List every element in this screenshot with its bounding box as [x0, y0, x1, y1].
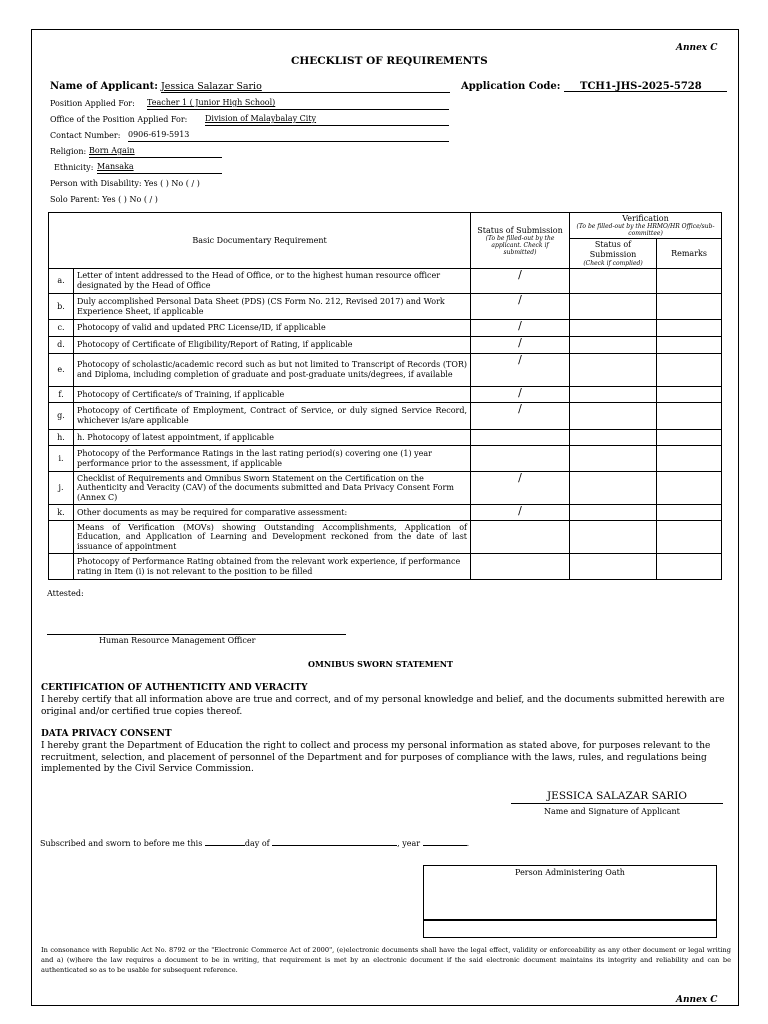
status-check[interactable]: /	[471, 337, 570, 354]
status-check[interactable]	[471, 430, 570, 446]
oath-name-field[interactable]	[423, 920, 717, 938]
signature-label: Name and Signature of Applicant	[544, 807, 680, 816]
row-text: Photocopy of Certificate of Employment, Contract of Service, or duly signed Service Record, whichever is/are applicable	[74, 403, 471, 430]
status-check[interactable]: /	[471, 472, 570, 505]
remarks-cell[interactable]	[657, 269, 722, 294]
code-label: Application Code:	[461, 81, 561, 92]
status-check[interactable]: /	[471, 269, 570, 294]
table-row	[49, 337, 722, 354]
religion-field[interactable]	[89, 146, 222, 158]
sworn-part2: day of	[244, 839, 270, 848]
footnote: In consonance with Republic Act No. 8792 or the "Electronic Commerce Act of 2000", (e)electronic documents shall have the legal effect, validity or enforceability as any other document or legal writing and a) (w)here the law requires a document to be in writing, that requirement is met by an electronic document if the said electronic document maintains its integrity and reliability and can be authenticated so as to be usable for subsequent reference.	[41, 946, 731, 974]
status-check[interactable]	[471, 554, 570, 580]
table-row	[49, 354, 722, 387]
sworn-statement	[40, 839, 469, 848]
row-text: Letter of intent addressed to the Head of Office, or to the highest human resource officer designated by the Head of Office	[74, 269, 471, 294]
ethnicity-label: Ethnicity:	[54, 163, 94, 172]
row-letter	[49, 521, 74, 554]
header-status-note: (To be filled-out by the applicant. Check if submitted)	[485, 234, 555, 256]
contact-field[interactable]	[128, 130, 449, 142]
verify-check[interactable]	[570, 269, 657, 294]
sworn-part4: .	[466, 839, 470, 848]
row-text: Photocopy of valid and updated PRC License/ID, if applicable	[74, 320, 471, 337]
remarks-cell[interactable]	[657, 337, 722, 354]
header-ver-status-note: (Check if complied)	[583, 260, 643, 267]
row-letter: j.	[49, 472, 74, 505]
table-row	[49, 387, 722, 403]
header-remarks: Remarks	[657, 239, 722, 269]
cav-heading: CERTIFICATION OF AUTHENTICITY AND VERACITY	[41, 683, 308, 693]
row-text: Photocopy of the Performance Ratings in the last rating period(s) covering one (1) year performance prior to the assessment, if applicable	[74, 446, 471, 472]
row-letter: d.	[49, 337, 74, 354]
remarks-cell[interactable]	[657, 521, 722, 554]
remarks-cell[interactable]	[657, 554, 722, 580]
row-text: Photocopy of Certificate of Eligibility/Report of Rating, if applicable	[74, 337, 471, 354]
row-text: Other documents as may be required for comparative assessment:	[74, 505, 471, 521]
row-letter: f.	[49, 387, 74, 403]
verify-check[interactable]	[570, 472, 657, 505]
header-status-title: Status of Submission	[477, 225, 563, 235]
privacy-heading: DATA PRIVACY CONSENT	[41, 729, 172, 739]
row-text: Checklist of Requirements and Omnibus Sworn Statement on the Certification on the Authenticity and Veracity (CAV) of the documents submitted and Data Privacy Consent Form (Annex C)	[74, 472, 471, 505]
verify-check[interactable]	[570, 554, 657, 580]
row-text: Means of Verification (MOVs) showing Outstanding Accomplishments, Application of Education, and Application of Learning and Development reckoned from the date of last issuance of appointment	[74, 521, 471, 554]
row-text: h. Photocopy of latest appointment, if applicable	[74, 430, 471, 446]
religion-value: Born Again	[89, 146, 135, 155]
ethnicity-field[interactable]	[97, 162, 222, 174]
row-letter: c.	[49, 320, 74, 337]
hrmo-signature-line[interactable]	[47, 634, 346, 635]
table-row	[49, 446, 722, 472]
row-text: Photocopy of scholastic/academic record such as but not limited to Transcript of Records (TOR) and Diploma, including completion of graduate and post-graduate units/degrees, if available	[74, 354, 471, 387]
position-field[interactable]	[147, 98, 449, 110]
name-value: Jessica Salazar Sario	[161, 81, 262, 92]
remarks-cell[interactable]	[657, 446, 722, 472]
row-letter: a.	[49, 269, 74, 294]
header-ver-status-title: Status of Submission	[589, 240, 637, 259]
row-letter: h.	[49, 430, 74, 446]
position-label: Position Applied For:	[50, 99, 135, 108]
remarks-cell[interactable]	[657, 430, 722, 446]
row-letter: e.	[49, 354, 74, 387]
religion-label: Religion:	[50, 147, 87, 156]
verify-check[interactable]	[570, 387, 657, 403]
code-value: TCH1-JHS-2025-5728	[580, 81, 702, 92]
verify-check[interactable]	[570, 294, 657, 320]
verify-check[interactable]	[570, 430, 657, 446]
verify-check[interactable]	[570, 337, 657, 354]
annex-label-bottom: Annex C	[676, 995, 718, 1005]
office-field[interactable]	[205, 114, 449, 126]
privacy-text: I hereby grant the Department of Education the right to collect and process my personal information as stated above, for purposes relevant to the recruitment, selection, and placement of personnel of the Department and for purposes of compliance with the laws, rules, and regulations being implemented by the Civil Service Commission.	[41, 741, 711, 774]
remarks-cell[interactable]	[657, 320, 722, 337]
omnibus-title: OMNIBUS SWORN STATEMENT	[308, 659, 453, 669]
sworn-day-field[interactable]	[205, 845, 245, 846]
verify-check[interactable]	[570, 505, 657, 521]
sworn-month-field[interactable]	[272, 845, 397, 846]
verify-check[interactable]	[570, 320, 657, 337]
header-requirement: Basic Documentary Requirement	[49, 213, 471, 269]
table-row	[49, 320, 722, 337]
status-check[interactable]	[471, 446, 570, 472]
table-row	[49, 505, 722, 521]
row-text: Photocopy of Performance Rating obtained from the relevant work experience, if performance rating in Item (i) is not relevant to the position to be filled	[74, 554, 471, 580]
remarks-cell[interactable]	[657, 472, 722, 505]
row-letter: b.	[49, 294, 74, 320]
office-label: Office of the Position Applied For:	[50, 115, 188, 124]
verify-check[interactable]	[570, 403, 657, 430]
sworn-part1: Subscribed and sworn to before me this	[40, 839, 203, 848]
attested-label: Attested:	[47, 589, 84, 598]
header-verification-note: (To be filled-out by the HRMO/HR Office/sub-committee)	[576, 223, 715, 237]
office-value: Division of Malaybalay City	[205, 114, 317, 123]
table-row	[49, 403, 722, 430]
status-check[interactable]: /	[471, 320, 570, 337]
solo-parent-field[interactable]: Solo Parent: Yes ( ) No ( / )	[50, 195, 158, 204]
hrmo-label: Human Resource Management Officer	[99, 636, 256, 645]
status-check[interactable]: /	[471, 354, 570, 387]
remarks-cell[interactable]	[657, 354, 722, 387]
table-row	[49, 521, 722, 554]
verify-check[interactable]	[570, 354, 657, 387]
status-check[interactable]: /	[471, 403, 570, 430]
page-title: CHECKLIST OF REQUIREMENTS	[291, 55, 488, 67]
header-verification-title: Verification	[622, 214, 669, 223]
table-row	[49, 269, 722, 294]
header-ver-status	[570, 239, 657, 269]
header-status	[471, 213, 570, 269]
verify-check[interactable]	[570, 521, 657, 554]
cav-text: I hereby certify that all information above are true and correct, and of my personal knowledge and belief, and the documents submitted herewith are original and/or certified true copies thereof.	[41, 695, 725, 717]
verify-check[interactable]	[570, 446, 657, 472]
sworn-year-field[interactable]	[423, 845, 467, 846]
name-label: Name of Applicant:	[50, 81, 158, 92]
header-verification	[570, 213, 722, 239]
signature-name: JESSICA SALAZAR SARIO	[546, 790, 688, 802]
position-value: Teacher 1 ( Junior High School)	[147, 98, 276, 107]
contact-label: Contact Number:	[50, 131, 121, 140]
code-field[interactable]	[564, 81, 727, 92]
ethnicity-value: Mansaka	[97, 162, 134, 171]
row-text: Photocopy of Certificate/s of Training, if applicable	[74, 387, 471, 403]
name-field[interactable]	[161, 81, 450, 93]
remarks-cell[interactable]	[657, 505, 722, 521]
remarks-cell[interactable]	[657, 403, 722, 430]
pwd-field[interactable]: Person with Disability: Yes ( ) No ( / )	[50, 179, 200, 188]
row-letter: k.	[49, 505, 74, 521]
status-check[interactable]: /	[471, 505, 570, 521]
table-row	[49, 430, 722, 446]
sworn-part3: , year	[397, 839, 421, 848]
table-row	[49, 554, 722, 580]
oath-box[interactable]	[423, 865, 717, 920]
applicant-signature[interactable]	[511, 790, 723, 804]
status-check[interactable]	[471, 521, 570, 554]
remarks-cell[interactable]	[657, 387, 722, 403]
table-row	[49, 472, 722, 505]
row-letter	[49, 554, 74, 580]
row-text: Duly accomplished Personal Data Sheet (PDS) (CS Form No. 212, Revised 2017) and Work Experience Sheet, if applicable	[74, 294, 471, 320]
row-letter: i.	[49, 446, 74, 472]
row-letter: g.	[49, 403, 74, 430]
requirements-table	[48, 212, 722, 580]
status-check[interactable]: /	[471, 294, 570, 320]
annex-label-top: Annex C	[676, 43, 718, 53]
status-check[interactable]: /	[471, 387, 570, 403]
table-row	[49, 294, 722, 320]
oath-label: Person Administering Oath	[515, 868, 625, 877]
contact-value: 0906-619-5913	[128, 130, 190, 139]
remarks-cell[interactable]	[657, 294, 722, 320]
